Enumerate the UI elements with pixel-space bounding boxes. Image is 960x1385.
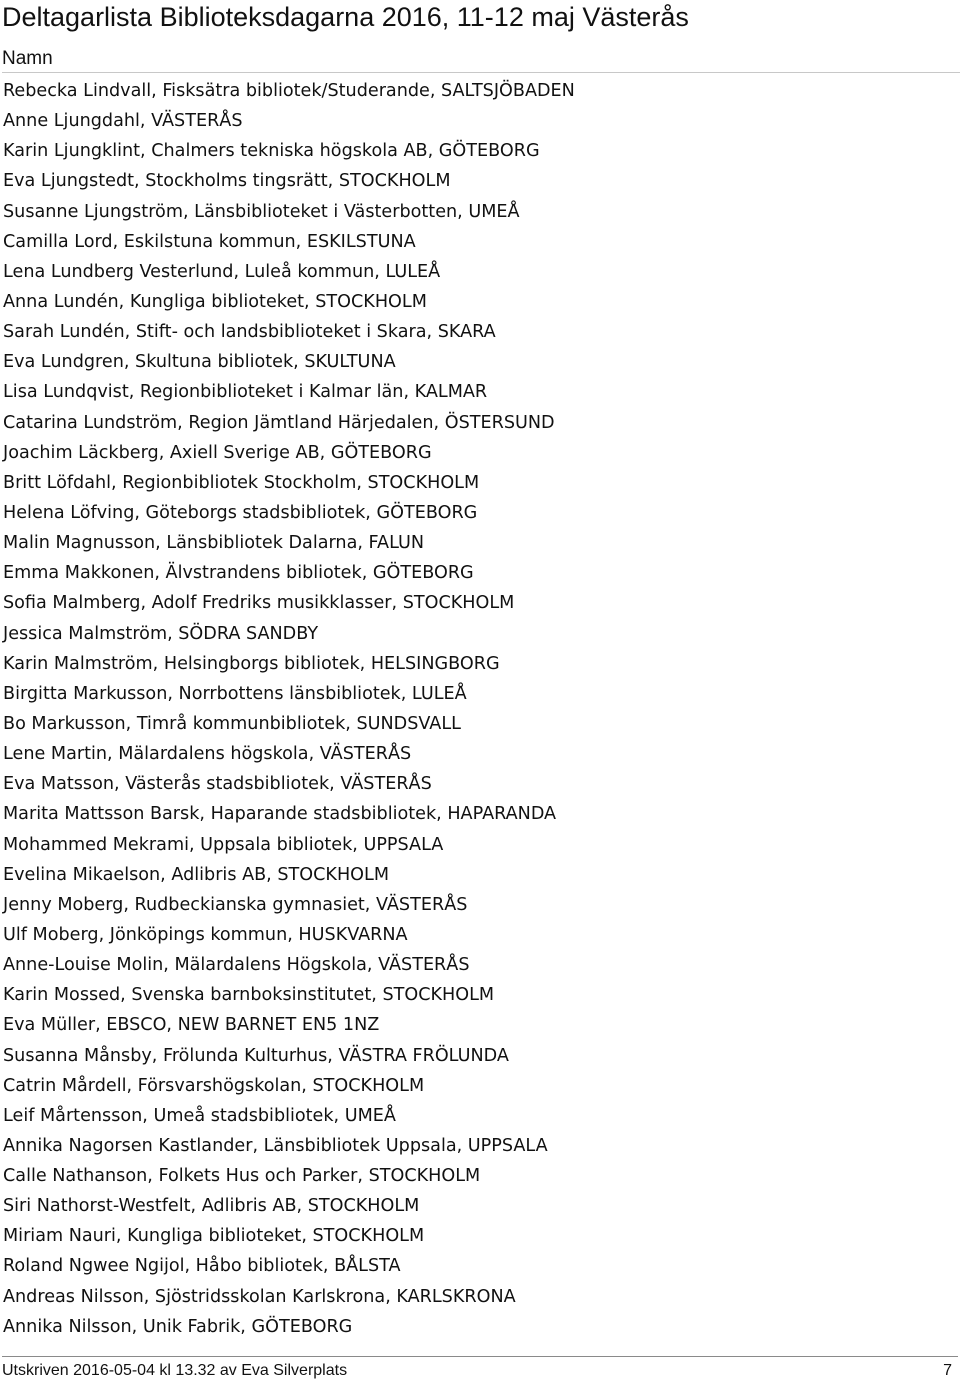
participant-row: Eva Müller, EBSCO, NEW BARNET EN5 1NZ [3, 1015, 380, 1036]
participant-row: Susanne Ljungström, Länsbiblioteket i Västerbotten, UMEÅ [3, 201, 520, 222]
participant-row: Bo Markusson, Timrå kommunbibliotek, SUNDSVALL [3, 713, 461, 734]
participant-row: Lisa Lundqvist, Regionbiblioteket i Kalmar län, KALMAR [3, 382, 488, 403]
participant-row: Catarina Lundström, Region Jämtland Härjedalen, ÖSTERSUND [3, 412, 555, 433]
participant-row: Anna Lundén, Kungliga biblioteket, STOCKHOLM [3, 291, 427, 312]
participant-row: Mohammed Mekrami, Uppsala bibliotek, UPPSALA [3, 834, 444, 855]
participant-row: Karin Ljungklint, Chalmers tekniska högskola AB, GÖTEBORG [3, 141, 540, 162]
participant-row: Jessica Malmström, SÖDRA SANDBY [3, 623, 319, 644]
participant-row: Annika Nilsson, Unik Fabrik, GÖTEBORG [3, 1316, 353, 1337]
participant-row: Birgitta Markusson, Norrbottens länsbibliotek, LULEÅ [3, 683, 467, 704]
participant-row: Eva Ljungstedt, Stockholms tingsrätt, STOCKHOLM [3, 171, 451, 192]
participant-row: Miriam Nauri, Kungliga biblioteket, STOCKHOLM [3, 1226, 425, 1247]
column-header-name: Namn [2, 46, 960, 73]
participant-row: Sofia Malmberg, Adolf Fredriks musikklasser, STOCKHOLM [3, 593, 515, 614]
participant-row: Malin Magnusson, Länsbibliotek Dalarna, FALUN [3, 533, 425, 554]
page-footer [2, 1356, 958, 1381]
participant-row: Lena Lundberg Vesterlund, Luleå kommun, LULEÅ [3, 261, 441, 282]
participant-row: Evelina Mikaelson, Adlibris AB, STOCKHOLM [3, 864, 390, 885]
participant-list [3, 76, 958, 1342]
page-title: Deltagarlista Biblioteksdagarna 2016, 11-12 maj Västerås [2, 2, 689, 32]
participant-row: Camilla Lord, Eskilstuna kommun, ESKILSTUNA [3, 231, 416, 252]
participant-row: Roland Ngwee Ngijol, Håbo bibliotek, BÅLSTA [3, 1256, 401, 1277]
participant-row: Jenny Moberg, Rudbeckianska gymnasiet, VÄSTERÅS [3, 894, 468, 915]
participant-row: Anne Ljungdahl, VÄSTERÅS [3, 111, 243, 132]
participant-row: Calle Nathanson, Folkets Hus och Parker, STOCKHOLM [3, 1166, 481, 1187]
participant-row: Catrin Mårdell, Försvarshögskolan, STOCKHOLM [3, 1075, 425, 1096]
participant-row: Lene Martin, Mälardalens högskola, VÄSTERÅS [3, 744, 412, 765]
participant-row: Susanna Månsby, Frölunda Kulturhus, VÄSTRA FRÖLUNDA [3, 1045, 509, 1066]
participant-row: Helena Löfving, Göteborgs stadsbibliotek, GÖTEBORG [3, 502, 478, 523]
participant-row: Annika Nagorsen Kastlander, Länsbibliotek Uppsala, UPPSALA [3, 1135, 548, 1156]
participant-row: Eva Matsson, Västerås stadsbibliotek, VÄSTERÅS [3, 774, 432, 795]
footer-page-number: 7 [943, 1362, 952, 1379]
participant-row: Anne-Louise Molin, Mälardalens Högskola, VÄSTERÅS [3, 955, 470, 976]
participant-row: Rebecka Lindvall, Fisksätra bibliotek/Studerande, SALTSJÖBADEN [3, 81, 575, 101]
participant-row: Joachim Läckberg, Axiell Sverige AB, GÖTEBORG [3, 442, 432, 463]
participant-row: Andreas Nilsson, Sjöstridsskolan Karlskrona, KARLSKRONA [3, 1286, 516, 1307]
footer-printed-text: Utskriven 2016-05-04 kl 13.32 av Eva Silverplats [2, 1362, 348, 1379]
participant-row: Britt Löfdahl, Regionbibliotek Stockholm, STOCKHOLM [3, 472, 480, 493]
participant-row: Leif Mårtensson, Umeå stadsbibliotek, UMEÅ [3, 1105, 396, 1126]
participant-row: Emma Makkonen, Älvstrandens bibliotek, GÖTEBORG [3, 563, 474, 584]
participant-row: Eva Lundgren, Skultuna bibliotek, SKULTUNA [3, 352, 396, 373]
participant-row: Siri Nathorst-Westfelt, Adlibris AB, STOCKHOLM [3, 1196, 420, 1217]
participant-row: Karin Mossed, Svenska barnboksinstitutet, STOCKHOLM [3, 985, 495, 1006]
participant-row: Ulf Moberg, Jönköpings kommun, HUSKVARNA [3, 924, 408, 945]
participant-row: Karin Malmström, Helsingborgs bibliotek, HELSINGBORG [3, 653, 500, 674]
participant-row: Marita Mattsson Barsk, Haparande stadsbibliotek, HAPARANDA [3, 804, 557, 825]
participant-row: Sarah Lundén, Stift- och landsbiblioteket i Skara, SKARA [3, 322, 496, 343]
